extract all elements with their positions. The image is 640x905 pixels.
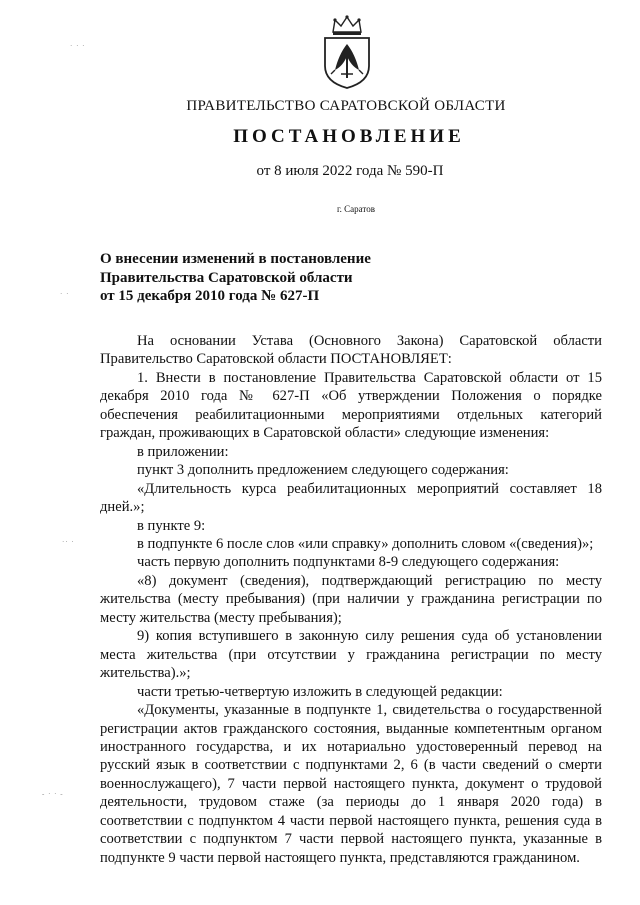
body-paragraph: «8) документ (сведения), подтверждающий регистрацию по месту жительства (месту пребывания) (при наличии у гражданина регистрации по месту жительства (месту пребывания); bbox=[100, 572, 602, 626]
document-city: г. Саратов bbox=[337, 204, 375, 214]
body-paragraph: в подпункте 6 после слов «или справку» дополнить словом «(сведения)»; bbox=[137, 535, 594, 552]
subject-line: О внесении изменений в постановление bbox=[100, 251, 371, 267]
body-paragraph: часть первую дополнить подпунктами 8-9 следующего содержания: bbox=[137, 554, 560, 571]
body-paragraph: 9) копия вступившего в законную силу решения суда об установлении места жительства (при отсутствии у гражданина регистрации по месту жительства).»; bbox=[100, 628, 602, 682]
body-paragraph: в приложении: bbox=[137, 443, 229, 460]
document-subject bbox=[100, 250, 420, 306]
subject-line: от 15 декабря 2010 года № 627-П bbox=[100, 288, 320, 304]
document-type-heading: ПОСТАНОВЛЕНИЕ bbox=[233, 126, 465, 147]
scan-noise-mark: · · bbox=[60, 290, 70, 298]
scan-noise-mark: ·· · bbox=[62, 538, 75, 546]
body-paragraph: части третью-четвертую изложить в следующей редакции: bbox=[137, 683, 503, 700]
body-paragraph: пункт 3 дополнить предложением следующего содержания: bbox=[137, 462, 509, 479]
body-paragraph: «Документы, указанные в подпункте 1, свидетельства о государственной регистрации актов гражданского состояния, выданные компетентным органом иностранного государства, и их нотариально удостоверенный перевод на русский язык в соответствии с подпунктами 2, 6 (в части сведений о смерти военнослужащего), 7 части первой настоящего пункта, документ о трудовой деятельности, трудовом стаже (за периоды до 1 января 2020 года) в соответствии с подпунктом 4 части первой настоящего пункта, решения суда в соответствии с подпунктом 7 части первой настоящего пункта, указанные в подпункте 9 части первой настоящего пункта, представляются гражданином. bbox=[100, 702, 602, 866]
subject-line: Правительства Саратовской области bbox=[100, 269, 353, 286]
scan-noise-mark: - · · - bbox=[42, 790, 64, 798]
coat-of-arms-emblem bbox=[321, 14, 373, 90]
body-paragraph: 1. Внести в постановление Правительства Саратовской области от 15 декабря 2010 года № 627-П «Об утверждении Положения о порядке обеспечения реабилитационными мероприятиями отдельных категорий граждан, проживающих в Саратовской области» следующие изменения: bbox=[100, 369, 602, 442]
document-date-number: от 8 июля 2022 года № 590-П bbox=[256, 163, 444, 179]
body-paragraph: «Длительность курса реабилитационных мероприятий составляет 18 дней.»; bbox=[100, 480, 602, 516]
body-paragraph: в пункте 9: bbox=[137, 517, 206, 534]
scan-noise-mark: · · · bbox=[70, 42, 86, 50]
document-body bbox=[100, 332, 602, 867]
government-name: ПРАВИТЕЛЬСТВО САРАТОВСКОЙ ОБЛАСТИ bbox=[186, 98, 506, 114]
body-paragraph: На основании Устава (Основного Закона) Саратовской области Правительство Саратовской области ПОСТАНОВЛЯЕТ: bbox=[100, 333, 602, 368]
